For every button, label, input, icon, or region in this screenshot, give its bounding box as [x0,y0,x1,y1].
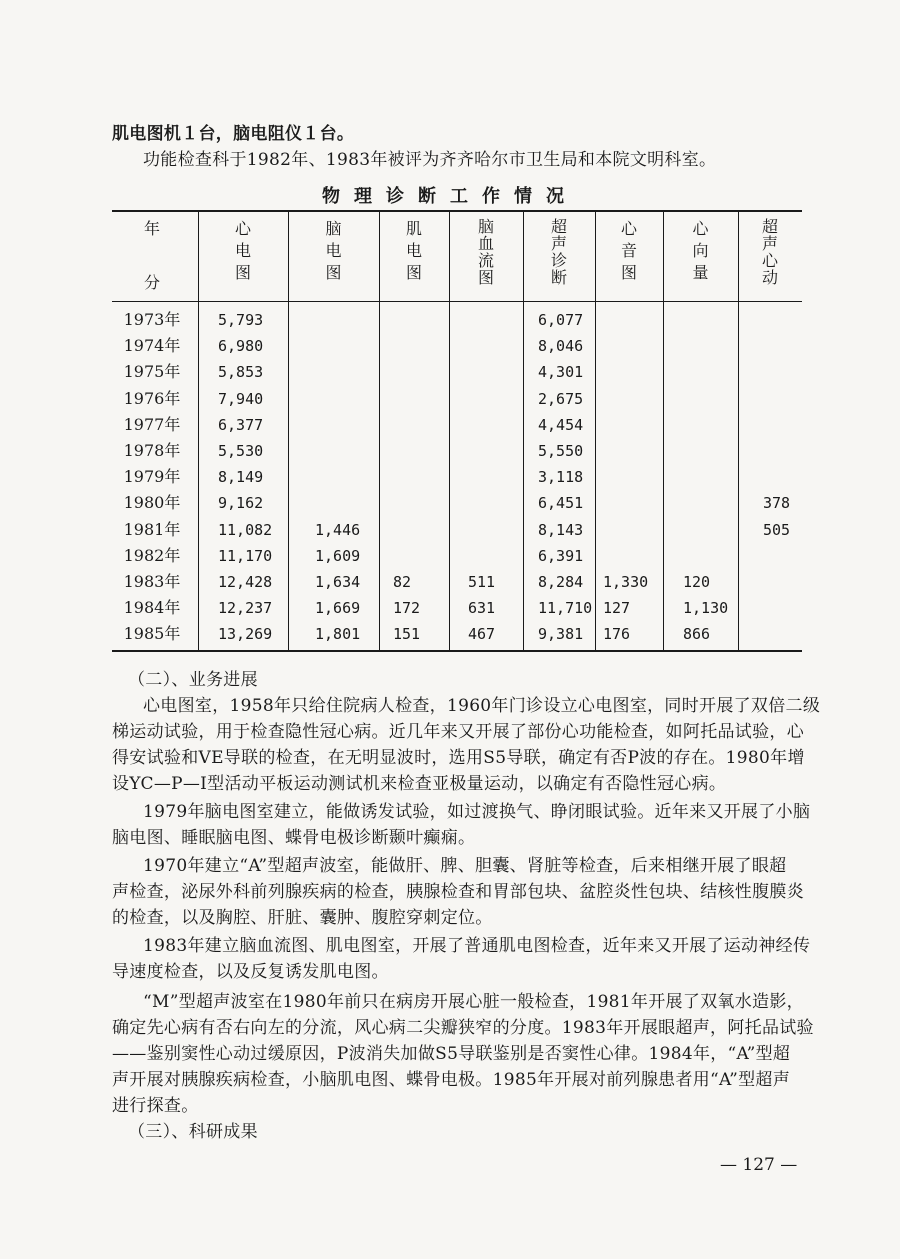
table-cell-year: 1984年 [123,598,181,617]
table-cell-eeg: 1,634 [315,573,361,591]
intro-line: 肌电图机１台，脑电阻仪１台。 [112,124,355,144]
column-header-eeg: 脑 电 图 [325,219,342,282]
table-cell-ecg: 6,980 [218,337,264,355]
paragraph-ultrasound-line: 的检查，以及胸腔、肝脏、囊肿、腹腔穿刺定位。 [112,908,493,928]
section-heading-research: （三）、科研成果 [128,1122,258,1142]
table-cell-eeg: 1,609 [315,547,361,565]
table-cell-pcg: 127 [603,599,631,617]
table-cell-pcg: 1,330 [603,573,649,591]
table-cell-year: 1982年 [123,546,181,565]
table-cell-year: 1979年 [123,467,181,486]
table-title: 物理诊断工作情况 [322,186,578,207]
paragraph-rheo-line: 1983年建立脑血流图、肌电图室，开展了普通肌电图检查，近年来又开展了运动神经传 [143,936,811,956]
paragraph-eeg-line: 脑电图、睡眠脑电图、蝶骨电极诊断颞叶癫痫。 [112,828,476,848]
table-cell-year: 1981年 [123,520,181,539]
paragraph-m-mode-line: ——鉴别窦性心动过缓原因，P波消失加做S5导联鉴别是否窦性心律。1984年，“A”型超 [112,1044,791,1064]
paragraph-ecg-line: 心电图室，1958年只给住院病人检查，1960年门诊设立心电图室，同时开展了双倍二级 [143,696,821,716]
table-cell-us: 2,675 [538,390,584,408]
year-header-top: 年 [143,219,160,238]
column-header-pcg: 心 音 图 [620,219,637,282]
table-cell-pcg: 176 [603,625,631,643]
table-cell-us: 4,301 [538,363,584,381]
paragraph-ultrasound-line: 声检查，泌尿外科前列腺疾病的检查，胰腺检查和胃部包块、盆腔炎性包块、结核性腹膜炎 [112,882,804,902]
paragraph-eeg-line: 1979年脑电图室建立，能做诱发试验，如过渡换气、睁闭眼试验。近年来又开展了小脑 [143,802,811,822]
table-top-rule [112,210,802,212]
paragraph-ecg-line: 得安试验和VE导联的检查，在无明显波时，选用S5导联，确定有否P波的存在。1980年增 [112,748,805,768]
paragraph-m-mode-line: 确定先心病有否右向左的分流，风心病二尖瓣狭窄的分度。1983年开展眼超声，阿托品试验 [112,1018,814,1038]
table-bottom-rule [112,650,802,652]
table-cell-us: 8,046 [538,337,584,355]
table-cell-ecg: 11,082 [218,521,273,539]
table-cell-us: 4,454 [538,416,584,434]
column-header-rheo: 脑 血 流 图 [477,217,494,287]
year-header-bottom: 分 [143,273,160,292]
table-cell-ecg: 5,853 [218,363,264,381]
paragraph-m-mode-line: 进行探查。 [112,1096,199,1116]
column-header-ultrasound: 超 声 诊 断 [550,217,567,287]
table-cell-emg: 82 [393,573,412,591]
column-header-echo: 超 声 心 动 [761,217,778,287]
table-cell-year: 1974年 [123,336,181,355]
table-cell-ecg: 12,237 [218,599,273,617]
table-cell-vcg: 866 [683,625,711,643]
table-cell-ecg: 9,162 [218,494,264,512]
table-cell-year: 1976年 [123,389,181,408]
table-cell-us: 5,550 [538,442,584,460]
table-cell-ecg: 6,377 [218,416,264,434]
table-cell-emg: 151 [393,625,421,643]
table-cell-vcg: 120 [683,573,711,591]
column-header-vcg: 心 向 量 [692,219,709,282]
paragraph-m-mode-line: “M”型超声波室在1980年前只在病房开展心脏一般检查，1981年开展了双氧水造影， [143,992,804,1012]
table-cell-ecg: 5,793 [218,311,264,329]
table-cell-ecg: 5,530 [218,442,264,460]
column-header-emg: 肌 电 图 [405,219,422,282]
table-cell-ecg: 11,170 [218,547,273,565]
paragraph-rheo-line: 导速度检查，以及反复诱发肌电图。 [112,962,389,982]
table-cell-us: 8,143 [538,521,584,539]
paragraph-ecg-line: 设YC—P—Ⅰ型活动平板运动测试机来检查亚极量运动，以确定有否隐性冠心病。 [112,774,727,794]
table-cell-year: 1985年 [123,624,181,643]
table-cell-year: 1978年 [123,441,181,460]
column-header-ecg: 心 电 图 [234,219,251,282]
table-cell-eeg: 1,669 [315,599,361,617]
table-cell-us: 11,710 [538,599,593,617]
table-header-rule [112,301,802,302]
table-cell-us: 9,381 [538,625,584,643]
table-cell-echo: 505 [763,521,791,539]
table-cell-vcg: 1,130 [683,599,729,617]
table-cell-year: 1983年 [123,572,181,591]
table-cell-rheo: 631 [468,599,496,617]
table-cell-us: 6,451 [538,494,584,512]
table-cell-ecg: 8,149 [218,468,264,486]
table-cell-rheo: 467 [468,625,496,643]
table-cell-us: 3,118 [538,468,584,486]
table-cell-year: 1975年 [123,362,181,381]
section-heading-progress: （二）、业务进展 [128,670,258,690]
table-cell-us: 6,077 [538,311,584,329]
table-cell-ecg: 7,940 [218,390,264,408]
table-cell-eeg: 1,801 [315,625,361,643]
paragraph-m-mode-line: 声开展对胰腺疾病检查，小脑肌电图、蝶骨电极。1985年开展对前列腺患者用“A”型超声 [112,1070,791,1090]
paragraph-ecg-line: 梯运动试验，用于检查隐性冠心病。近几年来又开展了部份心功能检查，如阿托品试验，心 [112,722,804,742]
intro-paragraph: 功能检查科于1982年、1983年被评为齐齐哈尔市卫生局和本院文明科室。 [143,150,717,170]
table-cell-year: 1973年 [123,310,181,329]
page-number: — 127 — [720,1155,798,1175]
table-cell-us: 6,391 [538,547,584,565]
table-cell-eeg: 1,446 [315,521,361,539]
table-cell-emg: 172 [393,599,421,617]
table-cell-rheo: 511 [468,573,496,591]
table-cell-us: 8,284 [538,573,584,591]
table-cell-ecg: 13,269 [218,625,273,643]
table-cell-year: 1977年 [123,415,181,434]
table-cell-ecg: 12,428 [218,573,273,591]
paragraph-ultrasound-line: 1970年建立“A”型超声波室，能做肝、脾、胆囊、肾脏等检查，后来相继开展了眼超 [143,856,787,876]
table-cell-echo: 378 [763,494,791,512]
table-cell-year: 1980年 [123,493,181,512]
